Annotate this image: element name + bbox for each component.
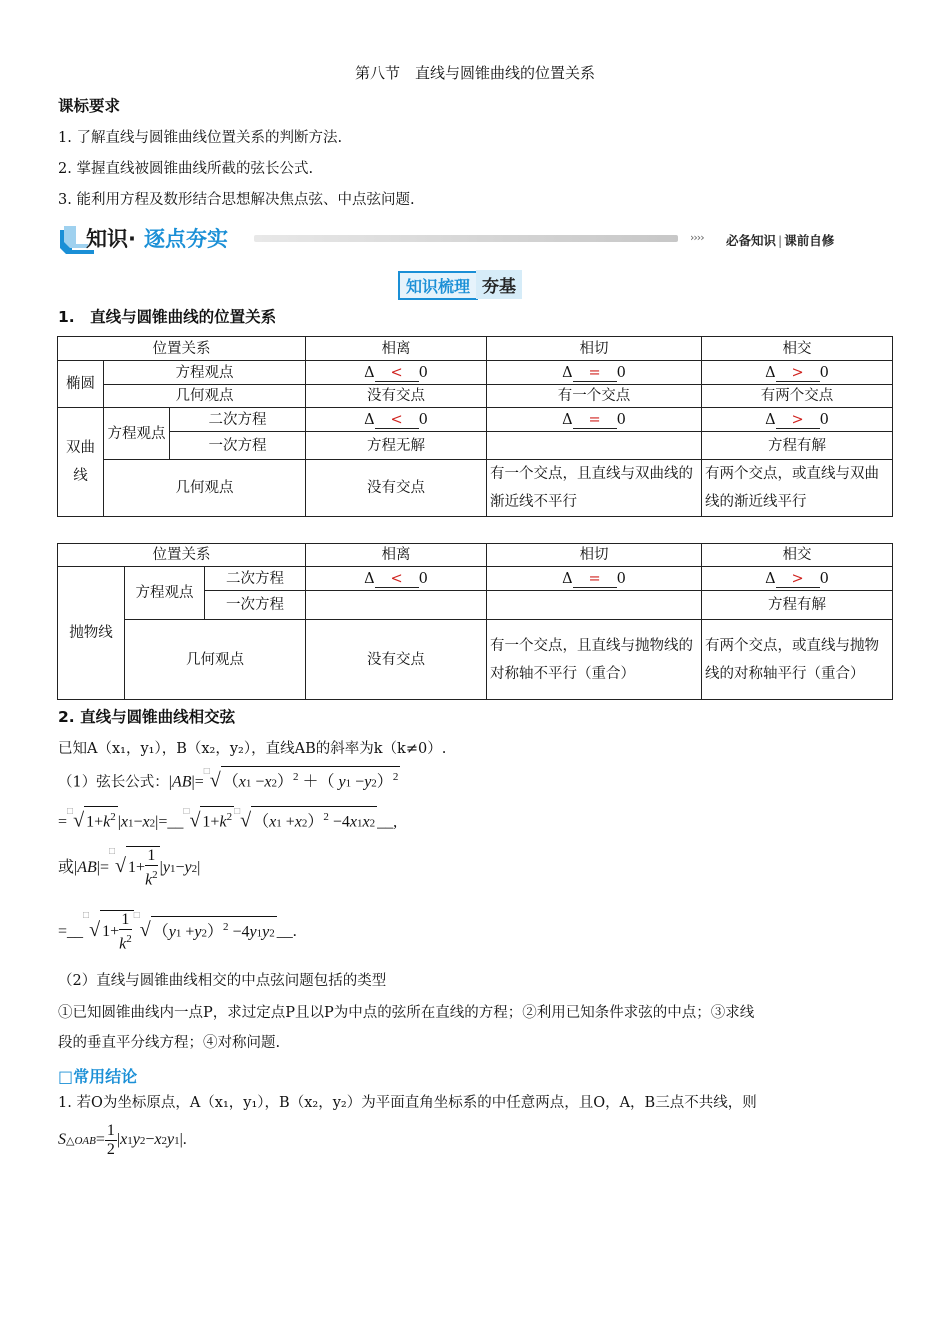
par-quad-tangent: Δ = 0 <box>487 567 702 591</box>
header-intersect: 相交 <box>702 544 893 567</box>
header-tangent: 相切 <box>487 544 702 567</box>
hyp-lin-intersect: 方程有解 <box>702 432 893 460</box>
requirement-item: 2. 掌握直线被圆锥曲线所截的弦长公式. <box>58 161 314 177</box>
hyperbola-label: 双曲线 <box>58 408 104 517</box>
hyp-geo-intersect: 有两个交点，或直线与双曲线的渐近线平行 <box>702 460 893 517</box>
par-lin-tangent <box>487 591 702 620</box>
parabola-equation-view-label: 方程观点 <box>125 567 205 620</box>
chord-formula-1: （1）弦长公式：|AB|=□√ $(x1 -x2)^2$ ＋（ y1 −y2）$^2$ <box>58 766 399 792</box>
header-separate: 相离 <box>306 544 487 567</box>
hyp-geo-separate: 没有交点 <box>306 460 487 517</box>
page-title: 第八节 直线与圆锥曲线的位置关系 <box>354 64 595 82</box>
hyp-lin-tangent <box>487 432 702 460</box>
requirement-item: 1. 了解直线与圆锥曲线位置关系的判断方法. <box>58 130 343 146</box>
chord-formula-3: 或|AB|=□√ 1+ $\frac{1}{k^2}$ |y1−y2| <box>58 846 201 889</box>
equation-view-label: 方程观点 <box>104 361 306 385</box>
quadratic-equation-label: 二次方程 <box>170 408 306 432</box>
header-relation: 位置关系 <box>58 337 306 361</box>
banner-title-part2: 逐点夯实 <box>144 227 228 251</box>
sub-banner-box: 知识梳理 <box>398 271 478 300</box>
hyperbola-geometry-view-label: 几何观点 <box>104 460 306 517</box>
relation-table-parabola <box>57 543 893 700</box>
par-quad-intersect: Δ > 0 <box>702 567 893 591</box>
banner-right-part2: 课前自修 <box>784 233 835 248</box>
ellipse-geo-tangent: 有一个交点 <box>487 385 702 408</box>
banner-title-part1: 知识· <box>86 227 136 251</box>
parabola-geometry-view-label: 几何观点 <box>125 620 306 700</box>
section-banner <box>58 222 858 256</box>
conclusion-line-1: 1. 若O为坐标原点，A（x₁，y₁），B（x₂，y₂）为平面直角坐标系的中任意两点，且O，A，B三点不共线，则 <box>58 1095 757 1111</box>
section2-intro: 已知A（x₁，y₁），B（x₂，y₂），直线AB的斜率为k（k≠0）. <box>58 741 447 757</box>
header-tangent: 相切 <box>487 337 702 361</box>
hyperbola-equation-view-label: 方程观点 <box>104 408 170 460</box>
hyp-quad-separate: Δ < 0 <box>306 408 487 432</box>
requirements-heading: 课标要求 <box>58 97 121 115</box>
ellipse-label: 椭圆 <box>58 361 104 408</box>
hyp-quad-intersect: Δ > 0 <box>702 408 893 432</box>
relation-table-ellipse-hyperbola <box>57 336 893 517</box>
par-geo-intersect: 有两个交点，或直线与抛物线的对称轴平行（重合） <box>702 620 893 700</box>
par-quad-separate: Δ < 0 <box>306 567 487 591</box>
header-intersect: 相交 <box>702 337 893 361</box>
linear-equation-label: 一次方程 <box>170 432 306 460</box>
ellipse-eq-intersect: Δ > 0 <box>702 361 893 385</box>
section2-types-line1: ①已知圆锥曲线内一点P，求过定点P且以P为中点的弦所在直线的方程；②利用已知条件求弦的中点；③求线 <box>58 1005 755 1021</box>
chord-formula-4: =__□√ 1+ $\frac{1}{k^2}$ □√ $(y1 +y2)^2 -4y1y2$ __. <box>58 910 297 953</box>
requirement-item: 3. 能利用方程及数形结合思想解决焦点弦、中点弦问题. <box>58 192 415 208</box>
chord-formula-2: =□√ $1+k^2$ |x1−x2|=__□√ $1+k^2$ □√ $(x1 +x2)^2 -4x1x2$ __, <box>58 806 398 832</box>
section2-types-line2: 段的垂直平分线方程；④对称问题. <box>58 1035 281 1051</box>
par-lin-separate <box>306 591 487 620</box>
par-geo-tangent: 有一个交点，且直线与抛物线的对称轴不平行（重合） <box>487 620 702 700</box>
banner-right-part1: 必备知识 <box>726 233 777 248</box>
hyp-geo-tangent: 有一个交点，且直线与双曲线的渐近线不平行 <box>487 460 702 517</box>
header-separate: 相离 <box>306 337 487 361</box>
triangle-area-formula: S△OAB= $\frac{1}{2}$ |x1y2−x2y1|. <box>58 1122 187 1158</box>
ellipse-eq-separate: Δ < 0 <box>306 361 487 385</box>
hyp-quad-tangent: Δ = 0 <box>487 408 702 432</box>
par-geo-separate: 没有交点 <box>306 620 487 700</box>
section1-heading: 1. 直线与圆锥曲线的位置关系 <box>58 308 277 326</box>
section2-type-intro: （2）直线与圆锥曲线相交的中点弦问题包括的类型 <box>58 973 387 989</box>
banner-separator: | <box>778 233 783 248</box>
banner-divider <box>254 235 678 242</box>
chord-formula-label: （1）弦长公式： <box>58 774 169 791</box>
sub-banner-tail: 夯基 <box>476 270 522 299</box>
ellipse-geo-intersect: 有两个交点 <box>702 385 893 408</box>
sub-banner <box>398 270 522 298</box>
parabola-label: 抛物线 <box>58 567 125 700</box>
chevrons-icon: ›››› <box>690 231 704 244</box>
ellipse-geo-separate: 没有交点 <box>306 385 487 408</box>
common-conclusions-heading: □常用结论 <box>58 1067 138 1086</box>
ellipse-eq-tangent: Δ = 0 <box>487 361 702 385</box>
banner-right-label <box>726 231 834 249</box>
par-lin-intersect: 方程有解 <box>702 591 893 620</box>
linear-equation-label: 一次方程 <box>205 591 306 620</box>
section2-heading: 2. 直线与圆锥曲线相交弦 <box>58 708 236 726</box>
quadratic-equation-label: 二次方程 <box>205 567 306 591</box>
geometry-view-label: 几何观点 <box>104 385 306 408</box>
header-relation: 位置关系 <box>58 544 306 567</box>
hyp-lin-separate: 方程无解 <box>306 432 487 460</box>
